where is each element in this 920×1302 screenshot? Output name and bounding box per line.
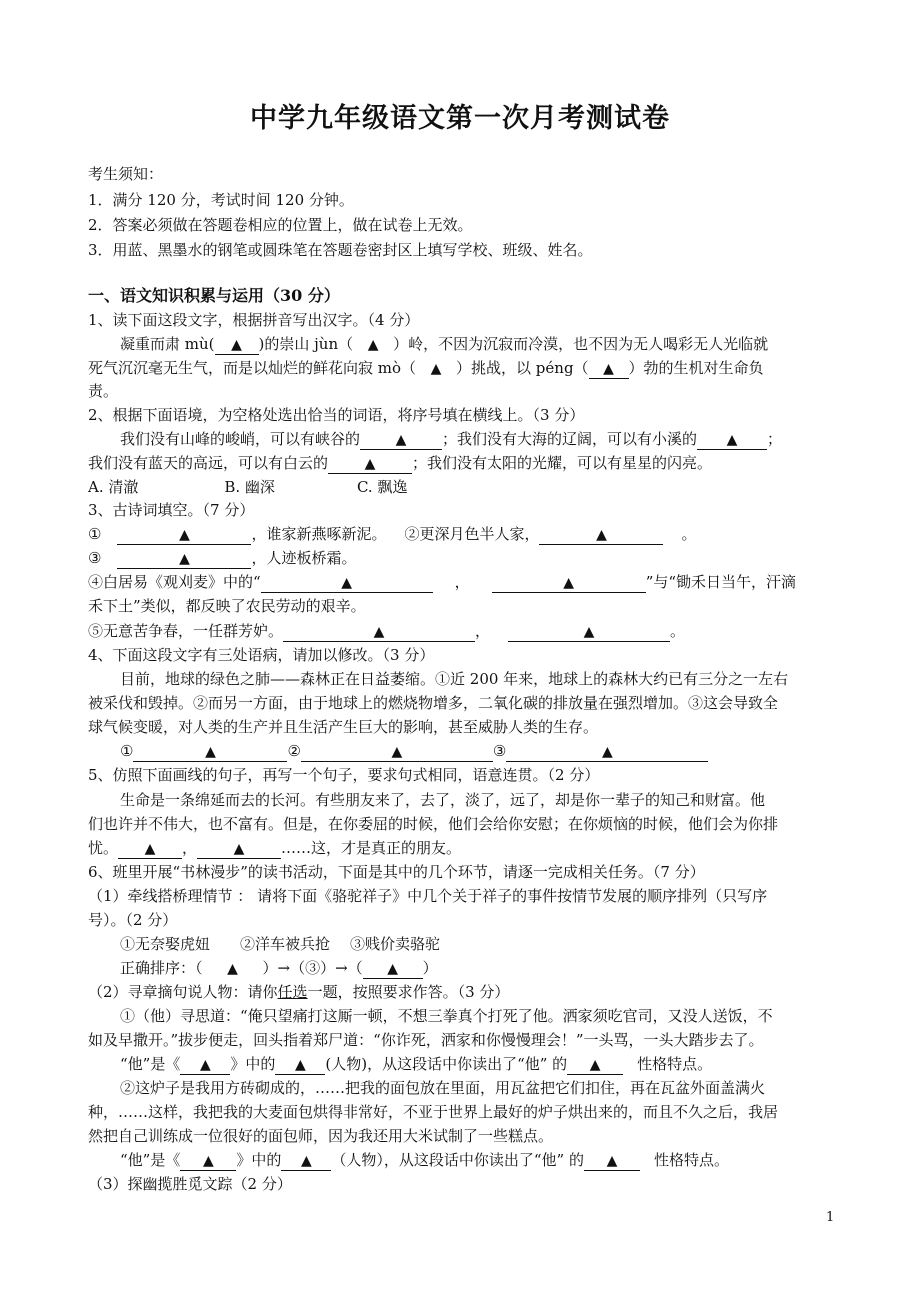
question-5-para-2: 们也许并不伟大，也不富有。但是，在你委屈的时候，他们会给你安慰；在你烦恼的时候，他们会为你排 [88, 815, 779, 833]
section-heading: 一、语文知识积累与运用（30 分） [88, 286, 340, 305]
answer-blank[interactable]: ▲ [180, 1055, 230, 1075]
answer-blank[interactable]: ▲ [360, 430, 442, 450]
question-6-text-2-b: 种，……这样，我把我的大麦面包烘得非常好，不亚于世界上最好的炉子烘出来的，而且不久之后，我居 [88, 1103, 779, 1121]
question-2-line-2: 我们没有蓝天的高远，可以有白云的 ▲ ；我们没有太阳的光耀，可以有星星的闪亮。 [88, 454, 713, 472]
page-number: 1 [826, 1210, 835, 1225]
question-5-para-1: 生命是一条绵延而去的长河。有些朋友来了，去了，淡了，远了，却是你一辈子的知己和财富。他 [120, 791, 766, 809]
question-6-part-3: （3）探幽揽胜觅文踪（2 分） [88, 1175, 292, 1193]
question-6-text-1-a: ①（他）寻思道：“俺只望痛打这厮一顿，不想三拳真个打死了他。洒家须吃官司，又没人送饭，不 [120, 1007, 773, 1025]
question-5-para-3: 忧。 ▲ ， ▲ ……这，才是真正的朋友。 [88, 839, 462, 857]
option-a: A. 清澈 [88, 478, 139, 496]
question-5-stem: 5、仿照下面画线的句子，再写一个句子，要求句式相同，语意连贯。（2 分） [88, 766, 600, 784]
notice-item-2: 2．答案必须做在答题卷相应的位置上，做在试卷上无效。 [88, 216, 473, 234]
question-2-stem: 2、根据下面语境，为空格处选出恰当的词语，将序号填在横线上。（3 分） [88, 406, 585, 424]
question-4-answers: ① ▲ ② ▲ ③ ▲ [120, 740, 836, 762]
event-1: ①无奈娶虎妞 [120, 935, 211, 953]
answer-blank[interactable]: ▲ [227, 961, 238, 977]
answer-blank[interactable]: ▲ [117, 549, 251, 569]
answer-blank[interactable]: ▲ [539, 525, 663, 545]
question-3-line-4: 禾下土”类似，都反映了农民劳动的艰辛。 [88, 597, 366, 615]
question-3-line-5: ⑤无意苦争春，一任群芳妒。 ▲ ， ▲ 。 [88, 622, 686, 640]
question-1-line-1: 凝重而肃 mù( ▲ )的崇山 jùn（ ▲ ）岭，不因为沉寂而冷漠，也不因为无人喝彩无人光临就 [120, 335, 769, 353]
answer-blank[interactable]: ▲ [697, 430, 767, 450]
option-b: B. 幽深 [224, 478, 275, 496]
question-6-fill-2: “他”是《 ▲ 》中的 ▲ （人物），从这段话中你读出了“他” 的 ▲ 性格特点。 [120, 1151, 729, 1169]
answer-blank[interactable]: ▲ [430, 361, 442, 377]
question-1-line-3: 责。 [88, 382, 119, 400]
option-c: C. 飘逸 [356, 478, 408, 496]
answer-blank[interactable]: ▲ [133, 742, 287, 762]
question-4-para-1: 目前，地球的绿色之肺——森林正在日益萎缩。①近 200 年来，地球上的森林大约已有三分之一左右 [120, 670, 789, 688]
answer-blank[interactable]: ▲ [275, 1055, 325, 1075]
event-3: ③贱价卖骆驼 [350, 935, 441, 953]
answer-blank[interactable]: ▲ [328, 454, 412, 474]
question-6-stem: 6、班里开展“书林漫步”的读书活动，下面是其中的几个环节，请逐一完成相关任务。（7 分） [88, 863, 705, 881]
answer-blank[interactable]: ▲ [215, 335, 259, 355]
question-4-para-2: 被采伐和毁掉。②而另一方面，由于地球上的燃烧物增多，二氧化碳的排放量在强烈增加。③这会导致全 [88, 694, 779, 712]
answer-blank[interactable]: ▲ [261, 573, 433, 593]
question-4-para-3: 球气候变暖，对人类的生产并且生活产生巨大的影响，甚至威胁人类的生存。 [88, 718, 599, 736]
question-3-line-1: ① ▲ ，谁家新燕啄新泥。 ②更深月色半人家， ▲ 。 [88, 525, 697, 543]
question-6-text-2-c: 然把自己训练成一位很好的面包师，因为我还用大米试制了一些糕点。 [88, 1127, 554, 1145]
answer-blank[interactable]: ▲ [118, 839, 182, 859]
answer-blank[interactable]: ▲ [363, 959, 423, 979]
question-6-text-1-b: 如及早撒开。”拔步便走，回头指着郑尸道：“你诈死，洒家和你慢慢理会！”一头骂，一头大踏步去了。 [88, 1031, 764, 1049]
question-6-part-1-b: 号）。（2 分） [88, 911, 178, 929]
question-3-line-3: ④白居易《观刈麦》中的“ ▲ ， ▲ ”与“锄禾日当午，汗滴 [88, 573, 797, 591]
answer-blank[interactable]: ▲ [589, 359, 629, 379]
page-title: 中学九年级语文第一次月考测试卷 [250, 103, 670, 134]
answer-blank[interactable]: ▲ [567, 1055, 623, 1075]
question-2-options [88, 476, 836, 498]
question-6-part-2: （2）寻章摘句说人物：请你任选一题，按照要求作答。（3 分） [88, 983, 510, 1001]
answer-blank[interactable]: ▲ [508, 622, 670, 642]
question-2-line-1: 我们没有山峰的峻峭，可以有峡谷的 ▲ ；我们没有大海的辽阔，可以有小溪的 ▲ ； [120, 430, 783, 448]
question-6-events [120, 933, 836, 955]
answer-blank[interactable]: ▲ [492, 573, 646, 593]
question-1-line-2: 死气沉沉毫无生气，而是以灿烂的鲜花向寂 mò（ ▲ ）挑战，以 péng（ ▲ ）勃的生机对生命负 [88, 359, 764, 377]
question-6-part-1-a: （1）牵线搭桥理情节 ： 请将下面《骆驼祥子》中几个关于祥子的事件按情节发展的顺序排列（只写序 [88, 887, 768, 905]
question-3-stem: 3、古诗词填空。（7 分） [88, 501, 255, 519]
event-2: ②洋车被兵抢 [240, 935, 331, 953]
notice-item-3: 3．用蓝、黑墨水的钢笔或圆珠笔在答题卷密封区上填写学校、班级、姓名。 [88, 241, 593, 259]
answer-blank[interactable]: ▲ [301, 742, 493, 762]
question-6-text-2-a: ②这炉子是我用方砖砌成的，……把我的面包放在里面，用瓦盆把它们扣住，再在瓦盆外面盖满火 [120, 1079, 766, 1097]
answer-blank[interactable]: ▲ [283, 622, 475, 642]
answer-blank[interactable]: ▲ [584, 1151, 640, 1171]
answer-blank[interactable]: ▲ [117, 525, 251, 545]
answer-blank[interactable]: ▲ [506, 742, 708, 762]
question-4-stem: 4、下面这段文字有三处语病，请加以修改。（3 分） [88, 646, 435, 664]
answer-blank[interactable]: ▲ [197, 839, 281, 859]
notice-item-1: 1．满分 120 分，考试时间 120 分钟。 [88, 191, 354, 209]
answer-blank[interactable]: ▲ [180, 1151, 236, 1171]
question-1-stem: 1、读下面这段文字，根据拼音写出汉字。（4 分） [88, 311, 420, 329]
answer-blank[interactable]: ▲ [367, 337, 379, 353]
question-6-fill-1: “他”是《 ▲ 》中的 ▲ (人物)，从这段话中你读出了“他” 的 ▲ 性格特点。 [120, 1055, 713, 1073]
question-6-order: 正确排序：（ ▲ ）→（③）→（ ▲ ） [120, 959, 438, 977]
question-3-line-2: ③ ▲ ，人迹板桥霜。 [88, 549, 357, 567]
answer-blank[interactable]: ▲ [281, 1151, 331, 1171]
notice-heading: 考生须知： [88, 165, 164, 183]
